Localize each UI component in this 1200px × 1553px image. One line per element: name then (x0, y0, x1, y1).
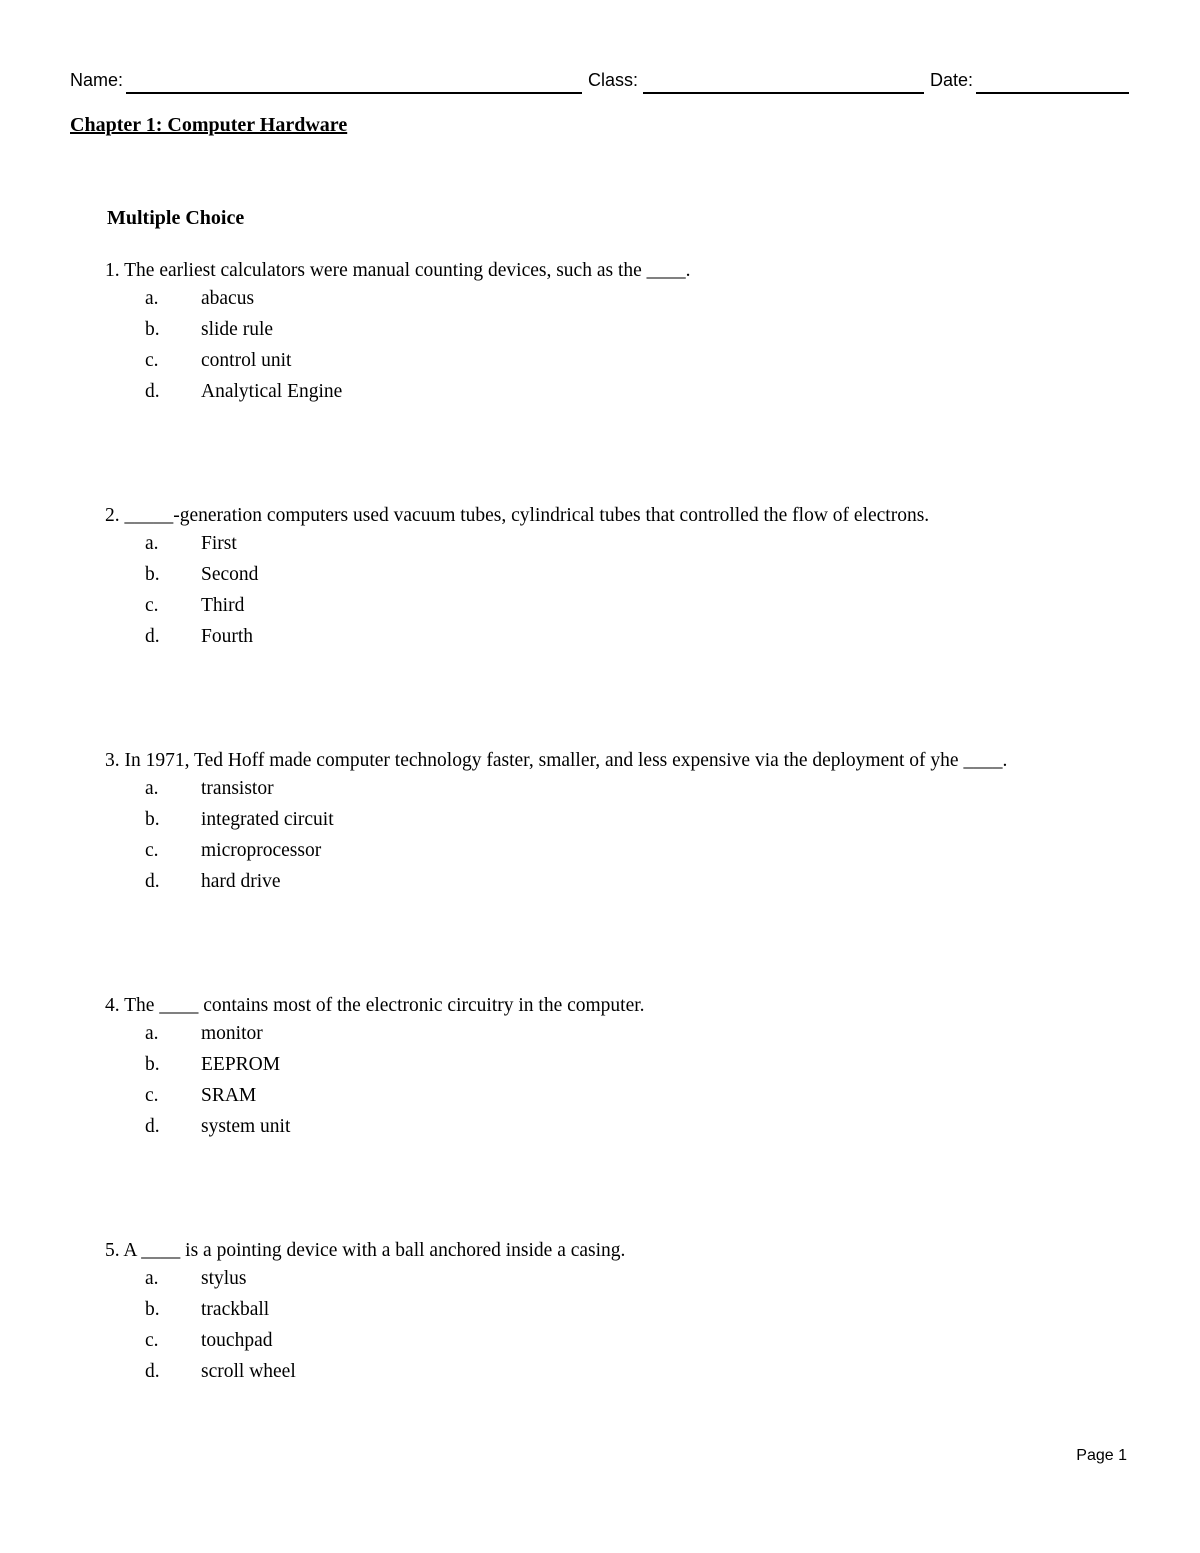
choice-text: Fourth (201, 626, 254, 647)
question-stem: 4. The ____ contains most of the electronic circuitry in the computer. (105, 995, 645, 1016)
choice-text: transistor (201, 778, 274, 799)
choice-letter: d. (145, 1116, 160, 1137)
choice-text: SRAM (201, 1085, 257, 1106)
choice-a[interactable] (105, 775, 1165, 806)
choice-letter: a. (145, 533, 159, 554)
choice-b[interactable] (105, 316, 1165, 347)
choice-c[interactable] (105, 837, 1165, 868)
choice-text: slide rule (201, 319, 274, 340)
choice-letter: a. (145, 778, 159, 799)
choice-b[interactable] (105, 1051, 1165, 1082)
question-3 (105, 747, 1165, 899)
choice-b[interactable] (105, 806, 1165, 837)
choice-d[interactable] (105, 1358, 1165, 1389)
choice-letter: b. (145, 564, 160, 585)
choice-c[interactable] (105, 1082, 1165, 1113)
choice-text: hard drive (201, 871, 281, 892)
page-number: Page 1 (1076, 1447, 1127, 1464)
choice-letter: a. (145, 288, 159, 309)
choice-text: scroll wheel (201, 1361, 296, 1382)
choice-letter: b. (145, 1299, 160, 1320)
choice-text: microprocessor (201, 840, 322, 861)
choice-text: trackball (201, 1299, 270, 1320)
choice-letter: c. (145, 1330, 159, 1351)
choice-letter: c. (145, 595, 159, 616)
choice-a[interactable] (105, 285, 1165, 316)
date-label: Date: (930, 70, 974, 90)
choice-c[interactable] (105, 592, 1165, 623)
choice-letter: c. (145, 840, 159, 861)
name-label: Name: (70, 70, 124, 90)
class-label: Class: (588, 70, 639, 90)
choice-a[interactable] (105, 1265, 1165, 1296)
choice-letter: a. (145, 1268, 159, 1289)
choice-letter: d. (145, 626, 160, 647)
choice-a[interactable] (105, 1020, 1165, 1051)
choice-text: monitor (201, 1023, 263, 1044)
choice-text: Third (201, 595, 245, 616)
choice-letter: c. (145, 1085, 159, 1106)
date-field[interactable] (976, 92, 1129, 94)
section-title: Multiple Choice (107, 207, 245, 229)
choice-text: touchpad (201, 1330, 273, 1351)
choice-text: EEPROM (201, 1054, 281, 1075)
chapter-title: Chapter 1: Computer Hardware (70, 114, 348, 136)
choice-letter: a. (145, 1023, 159, 1044)
question-stem: 3. In 1971, Ted Hoff made computer technology faster, smaller, and less expensive via the deployment of yhe ____. (105, 750, 1008, 771)
choice-text: system unit (201, 1116, 291, 1137)
choice-letter: d. (145, 381, 160, 402)
question-stem: 2. _____-generation computers used vacuum tubes, cylindrical tubes that controlled the flow of electrons. (105, 505, 930, 526)
question-1 (105, 257, 1165, 409)
question-2 (105, 502, 1165, 654)
choice-letter: d. (145, 1361, 160, 1382)
choice-text: integrated circuit (201, 809, 334, 830)
choice-letter: b. (145, 1054, 160, 1075)
question-stem: 5. A ____ is a pointing device with a ball anchored inside a casing. (105, 1240, 626, 1261)
choice-a[interactable] (105, 530, 1165, 561)
choice-letter: b. (145, 809, 160, 830)
choice-d[interactable] (105, 378, 1165, 409)
choice-d[interactable] (105, 868, 1165, 899)
choice-text: control unit (201, 350, 292, 371)
choice-text: stylus (201, 1268, 247, 1289)
choice-text: Analytical Engine (201, 381, 343, 402)
question-4 (105, 992, 1165, 1144)
choice-text: abacus (201, 288, 255, 309)
choice-b[interactable] (105, 561, 1165, 592)
name-field[interactable] (126, 92, 582, 94)
choice-letter: d. (145, 871, 160, 892)
choice-text: Second (201, 564, 259, 585)
choice-b[interactable] (105, 1296, 1165, 1327)
question-5 (105, 1237, 1165, 1389)
choice-d[interactable] (105, 1113, 1165, 1144)
choice-c[interactable] (105, 347, 1165, 378)
choice-letter: c. (145, 350, 159, 371)
choice-text: First (201, 533, 237, 554)
question-stem: 1. The earliest calculators were manual counting devices, such as the ____. (105, 260, 691, 281)
choice-d[interactable] (105, 623, 1165, 654)
choice-letter: b. (145, 319, 160, 340)
choice-c[interactable] (105, 1327, 1165, 1358)
class-field[interactable] (643, 92, 924, 94)
